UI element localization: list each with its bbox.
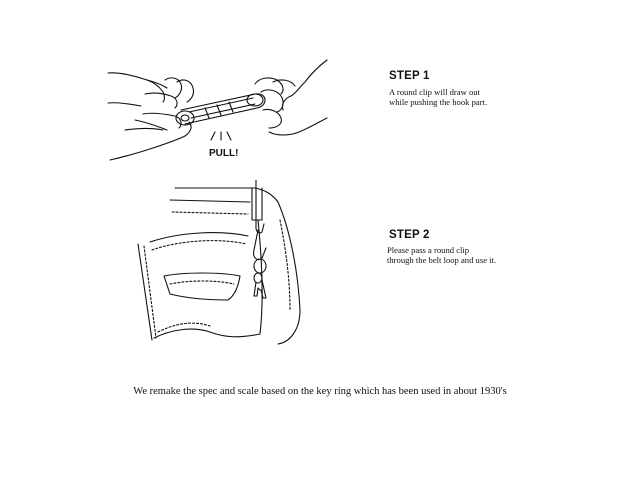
right-hand-drawing (247, 60, 327, 135)
bottom-caption: We remake the spec and scale based on the key ring which has been used in about 1930's (133, 386, 507, 397)
belt-loop-drawing (252, 188, 262, 220)
pull-callout: PULL! (209, 148, 239, 159)
step2-description (387, 246, 587, 265)
key-clip-drawing (176, 94, 265, 125)
step1-illustration (105, 58, 330, 170)
pants-drawing (138, 188, 300, 344)
step1-line-2: while pushing the hook part. (389, 96, 488, 107)
step2-line-1: Please pass a round clip (387, 245, 470, 255)
step2-title: STEP 2 (389, 229, 430, 241)
pull-motion-lines (211, 132, 231, 140)
step1-title: STEP 1 (389, 70, 430, 82)
step1-description (389, 88, 589, 107)
left-hand-drawing (108, 73, 194, 160)
step2-illustration (130, 180, 330, 348)
step1-line-1: A round clip will draw out (389, 87, 480, 97)
step2-line-2: through the belt loop and use it. (387, 254, 497, 265)
